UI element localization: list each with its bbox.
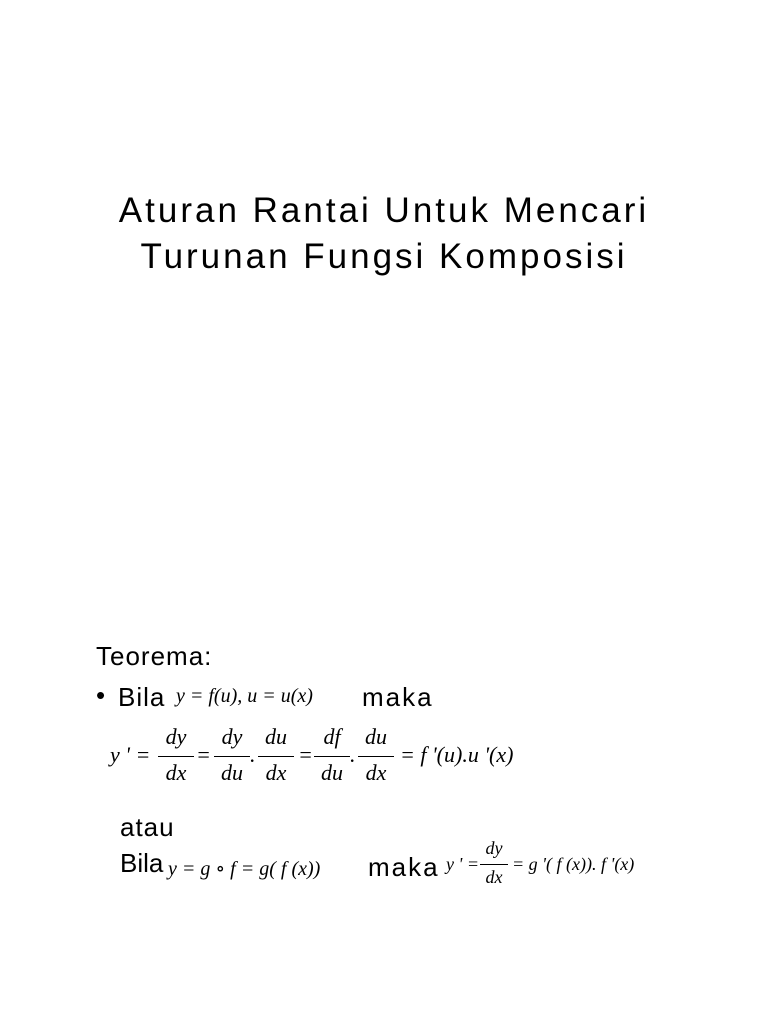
fraction-bar [480, 864, 508, 865]
bila-word: Bila [118, 682, 166, 712]
composition-expression: y = g ∘ f = g( f (x)) [168, 858, 321, 880]
fraction-bar [214, 756, 250, 757]
fraction-denominator: dx [485, 867, 503, 887]
formula-lhs: y ' = [110, 742, 151, 767]
fraction-bar [314, 756, 350, 757]
page-title [0, 188, 768, 280]
fraction-denominator: du [221, 760, 243, 785]
alt-formula-rhs: = g '( f (x)). f '(x) [512, 854, 635, 874]
alt-formula-lhs: y ' = [446, 854, 479, 874]
theorem-statement [96, 680, 736, 714]
fraction [478, 838, 510, 892]
fraction-numerator: dy [165, 724, 187, 749]
fraction-denominator: dx [165, 760, 187, 785]
fraction [256, 724, 296, 788]
equals-sign: = [196, 742, 211, 767]
maka-word: maka [362, 682, 434, 712]
fraction-numerator: dy [221, 724, 243, 749]
maka-word: maka [368, 852, 440, 882]
fraction-numerator: du [365, 724, 387, 749]
equals-sign: = [298, 742, 313, 767]
bila-word: Bila [120, 848, 164, 878]
fraction-bar [358, 756, 394, 757]
theorem-label: Teorema: [96, 641, 213, 671]
fraction-denominator: du [321, 760, 343, 785]
fraction-numerator: df [323, 724, 341, 749]
formula-rhs: = f '(u).u '(x) [400, 742, 514, 767]
fraction [156, 724, 196, 788]
bullet-icon: • [96, 680, 106, 710]
title-line-1: Aturan Rantai Untuk Mencari [118, 191, 650, 230]
multiply-dot: . [250, 742, 256, 767]
fraction-numerator: du [265, 724, 287, 749]
multiply-dot: . [350, 742, 356, 767]
chain-rule-formula [110, 724, 730, 794]
given-expression: y = f(u), u = u(x) [176, 685, 313, 707]
fraction [212, 724, 252, 788]
fraction-bar [258, 756, 294, 757]
fraction [312, 724, 352, 788]
atau-word: atau [120, 812, 175, 842]
fraction-denominator: dx [365, 760, 387, 785]
fraction-bar [158, 756, 194, 757]
fraction-denominator: dx [265, 760, 287, 785]
alternative-statement [120, 838, 680, 898]
fraction [356, 724, 396, 788]
title-line-2: Turunan Fungsi Komposisi [140, 237, 628, 276]
fraction-numerator: dy [485, 838, 503, 858]
